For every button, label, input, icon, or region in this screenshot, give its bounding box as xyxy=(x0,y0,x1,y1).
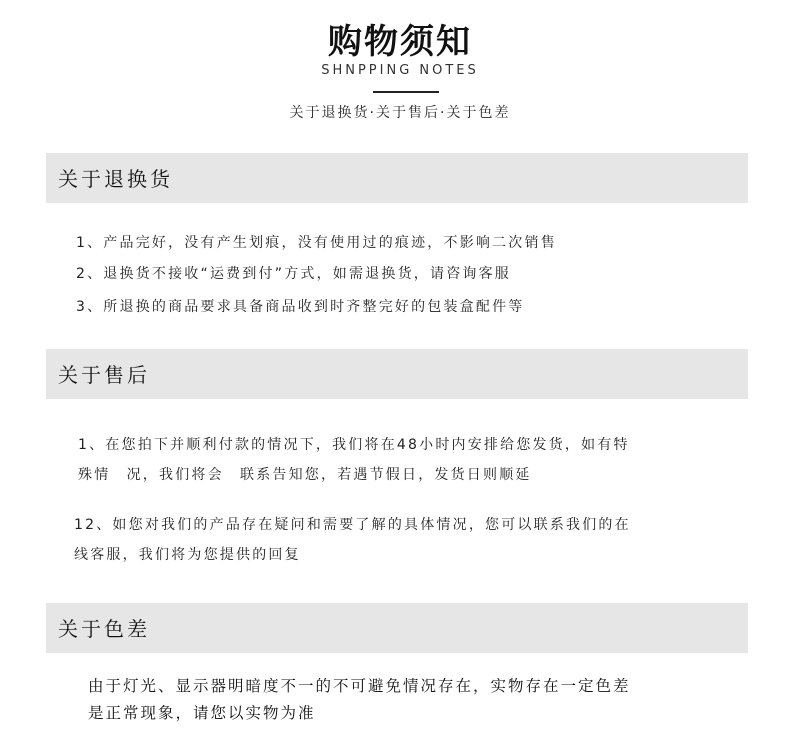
section-header-color-difference xyxy=(46,603,748,653)
after-sales-line-3: 12、如您对我们的产品存在疑问和需要了解的具体情况，您可以联系我们的在 xyxy=(74,517,631,533)
returns-rule-1: 1、产品完好，没有产生划痕，没有使用过的痕迹，不影响二次销售 xyxy=(76,235,557,251)
returns-rule-2: 2、退换货不接收“运费到付”方式，如需退换货，请咨询客服 xyxy=(76,266,512,282)
section-header-after-sales xyxy=(46,349,748,399)
section-links: 关于退换货·关于售后·关于色差 xyxy=(289,105,511,121)
color-difference-line-2: 是正常现象，请您以实物为准 xyxy=(88,704,316,722)
title-divider xyxy=(373,91,439,93)
returns-rule-3: 3、所退换的商品要求具备商品收到时齐整完好的包装盒配件等 xyxy=(76,299,525,315)
section-header-returns xyxy=(46,153,748,203)
color-difference-line-1: 由于灯光、显示器明暗度不一的不可避免情况存在，实物存在一定色差 xyxy=(88,677,631,695)
after-sales-line-1: 1、在您拍下并顺利付款的情况下，我们将在48小时内安排给您发货，如有特 xyxy=(78,437,630,453)
after-sales-line-2: 殊情 况，我们将会 联系告知您，若遇节假日，发货日则顺延 xyxy=(78,467,532,483)
page-subtitle: SHNPPING NOTES xyxy=(321,63,479,78)
section-heading-returns: 关于退换货 xyxy=(58,167,173,191)
after-sales-line-4: 线客服，我们将为您提供的回复 xyxy=(74,547,301,563)
page-title: 购物须知 xyxy=(328,22,472,62)
section-heading-color-difference: 关于色差 xyxy=(58,617,150,641)
section-heading-after-sales: 关于售后 xyxy=(58,363,150,387)
